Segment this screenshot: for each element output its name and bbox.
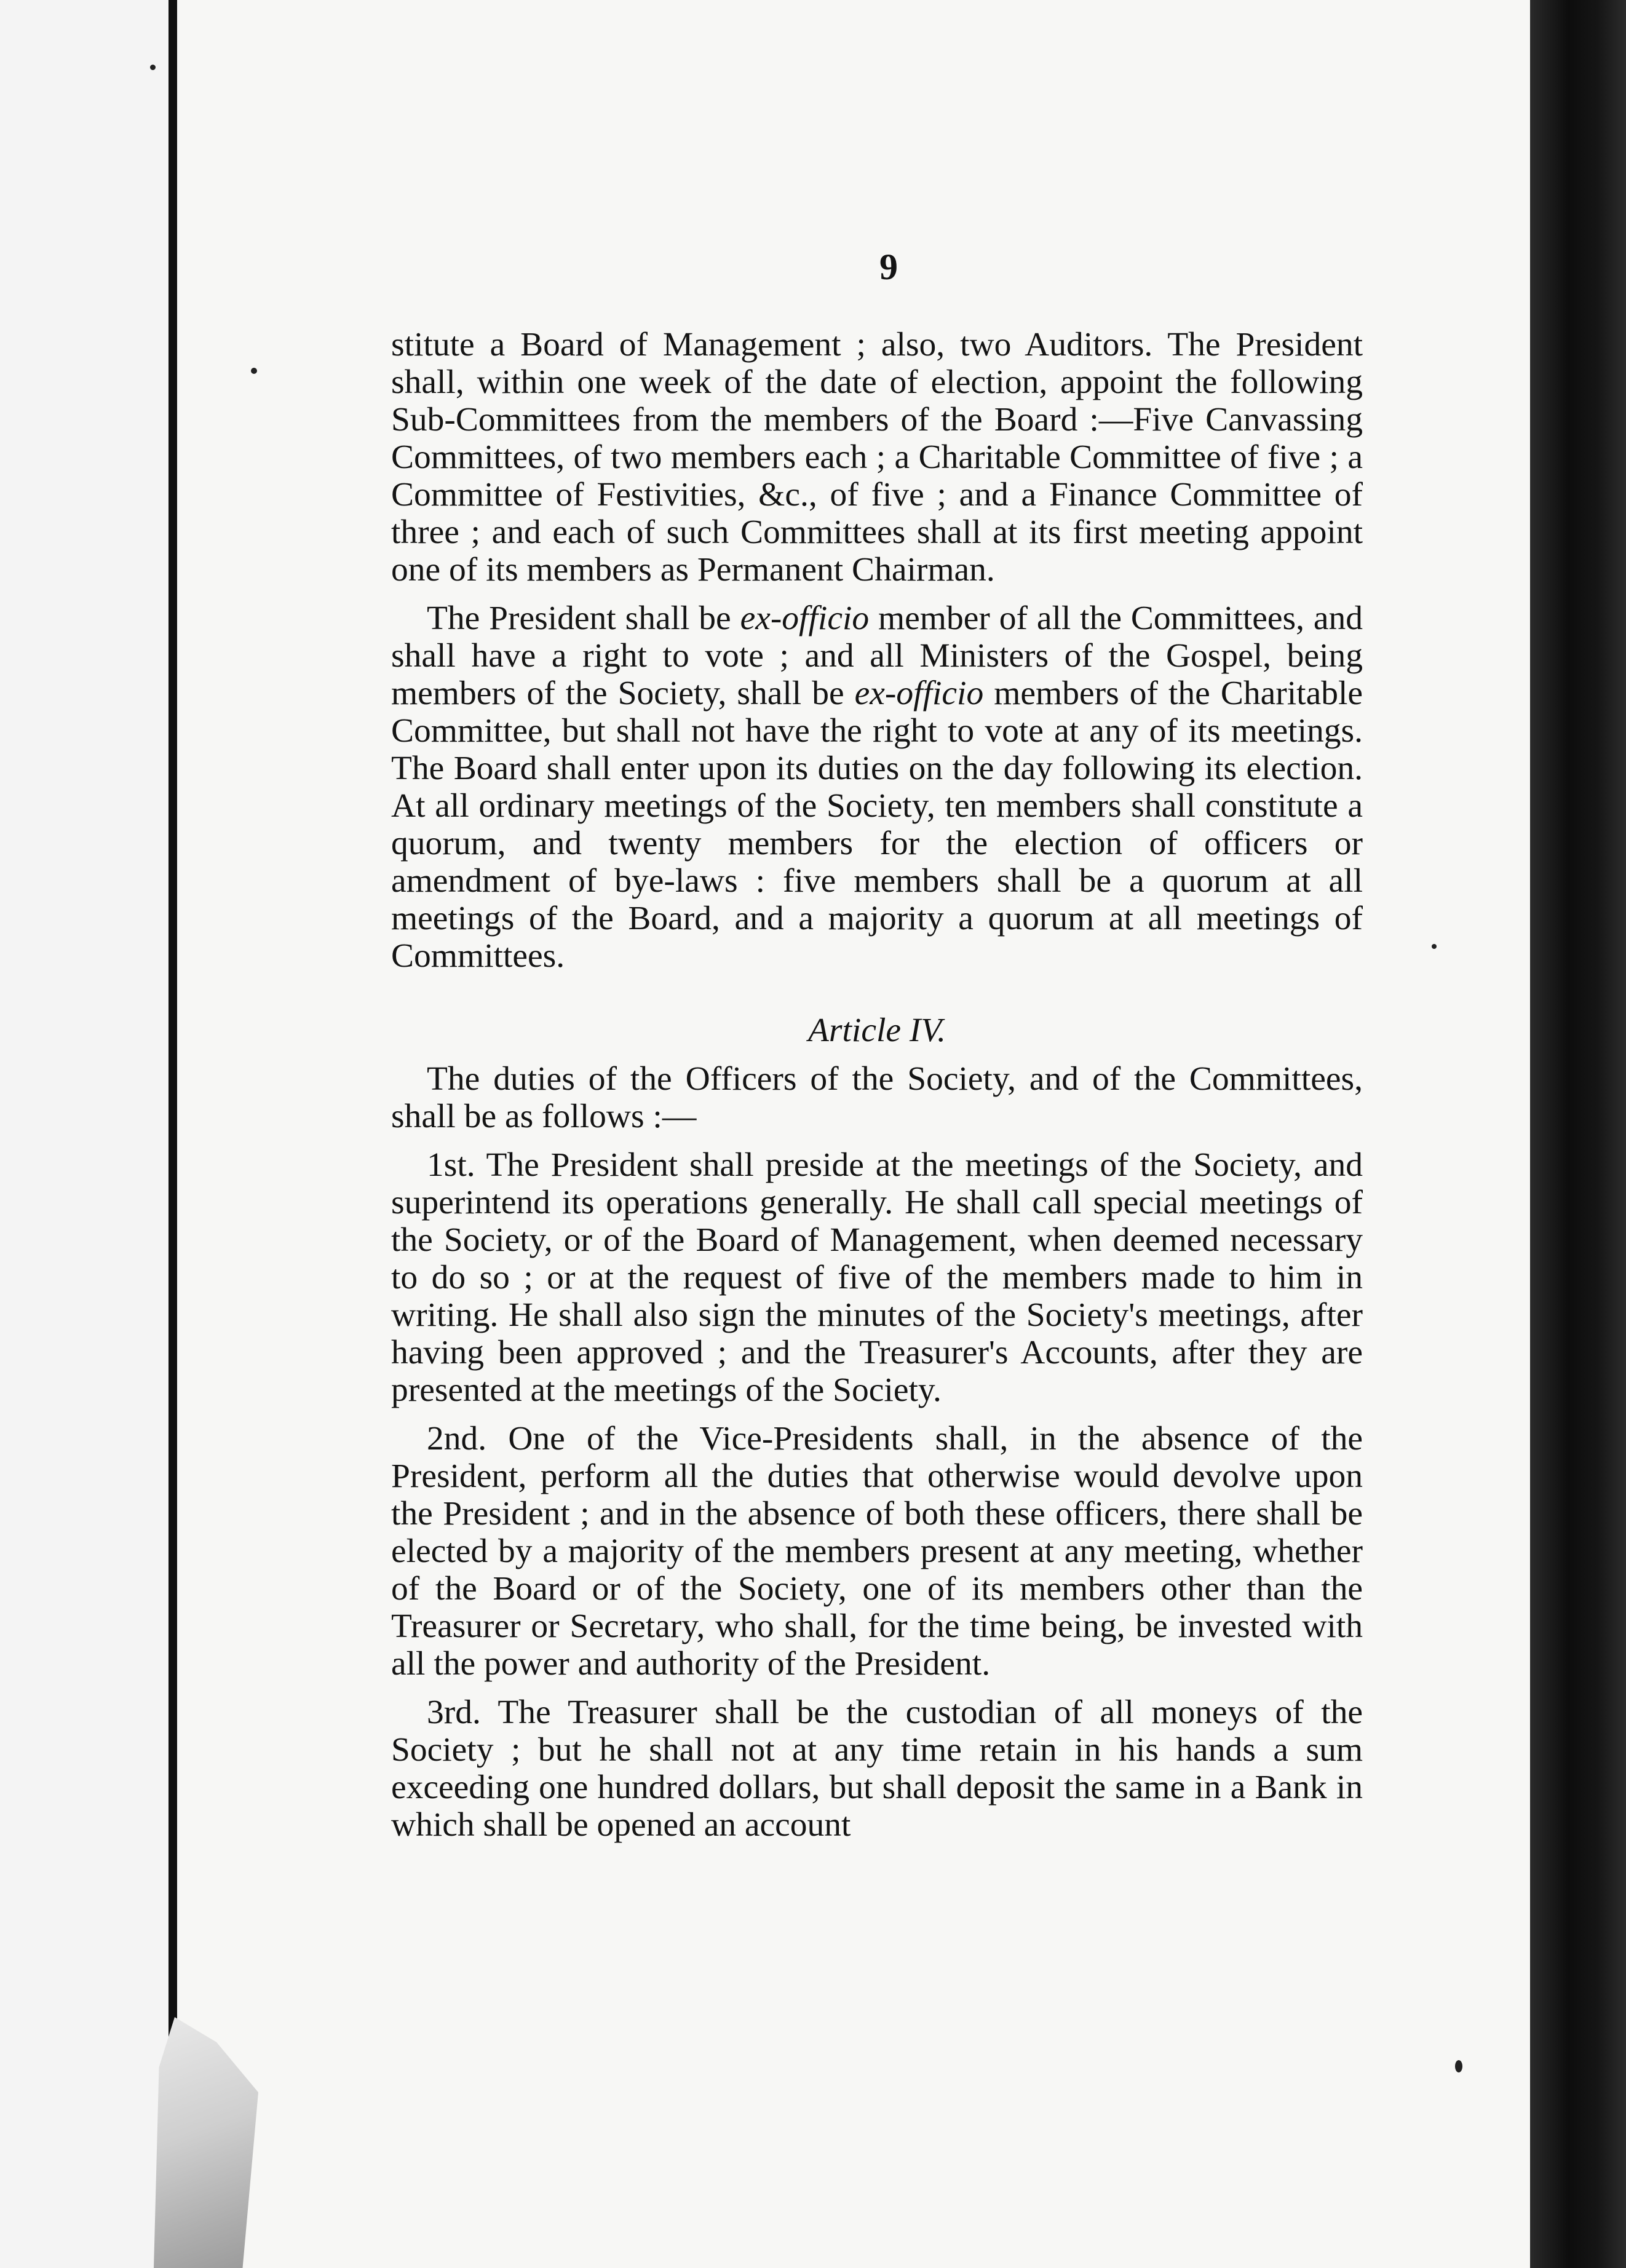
paragraph [391,1060,1363,1135]
text-run: The President shall be [427,600,740,637]
text-run: 1st. The President shall preside at the meetings of the Society, and superintend its operations generally. He shall call special meetings of the Society, or of the Board of Management, when deemed necessary to do so ; or at the request of five of the members made to him in writing. He shall also sign the minutes of the Society's meetings, after having been approved ; and the Treasurer's Accounts, after they are presented at the meetings of the Society. [391,1146,1363,1409]
binding-shadow [169,0,177,2268]
body-text [391,326,1363,1844]
ink-speck [150,65,156,70]
text-run: 3rd. The Treasurer shall be the custodian of all moneys of the Society ; but he shall not at any time retain in his hands a sum exceeding one hundred dollars, but shall deposit the same in a Bank in which shall be opened an account [391,1694,1363,1844]
paragraph [391,1694,1363,1844]
text-run: member of all the Committees, and shall have a right to vote ; and all Ministers of the Gospel, being members of the Society, shall be [391,600,1363,712]
text-run: stitute a Board of Management ; also, two Auditors. The President shall, within one week of the date of election, appoint the following Sub-Committees from the members of the Board :—Five Canvassing Committees, of two members each ; a Charitable Committee of five ; a Committee of Festivities, &c., of five ; and a Finance Committee of three ; and each of such Committees shall at its first meeting appoint one of its members as Permanent Chairman. [391,326,1363,589]
paragraph [391,326,1363,589]
ink-speck [251,368,257,374]
scanner-border [1530,0,1626,2268]
ink-speck [1432,944,1437,949]
page-number: 9 [879,247,898,287]
italic-term: ex-officio [854,675,984,712]
text-run: members of the Charitable Committee, but shall not have the right to vote at any of its meetings. The Board shall enter upon its duties on the day following its election. At all ordinary meetings of the Society, ten members shall constitute a quorum, and twenty members for the election of officers or amendment of bye-laws : five members shall be a quorum at all meetings of the Board, and a majority a quorum at all meetings of Committees. [391,675,1363,975]
text-run: 2nd. One of the Vice-Presidents shall, in the absence of the President, perform all the duties that otherwise would devolve upon the President ; and in the absence of both these officers, there shall be elected by a majority of the members present at any meeting, whether of the Board or of the Society, one of its members other than the Treasurer or Secretary, who shall, for the time being, be invested with all the power and authority of the President. [391,1420,1363,1683]
ink-speck [1455,2060,1462,2072]
text-run: The duties of the Officers of the Society, and of the Committees, shall be as follows :— [391,1060,1363,1135]
article-heading: Article IV. [807,1012,946,1049]
paragraph [391,1420,1363,1683]
paragraph [391,1146,1363,1409]
facing-page-edge [0,0,169,2268]
italic-term: ex-officio [740,600,870,637]
paragraph [391,600,1363,975]
